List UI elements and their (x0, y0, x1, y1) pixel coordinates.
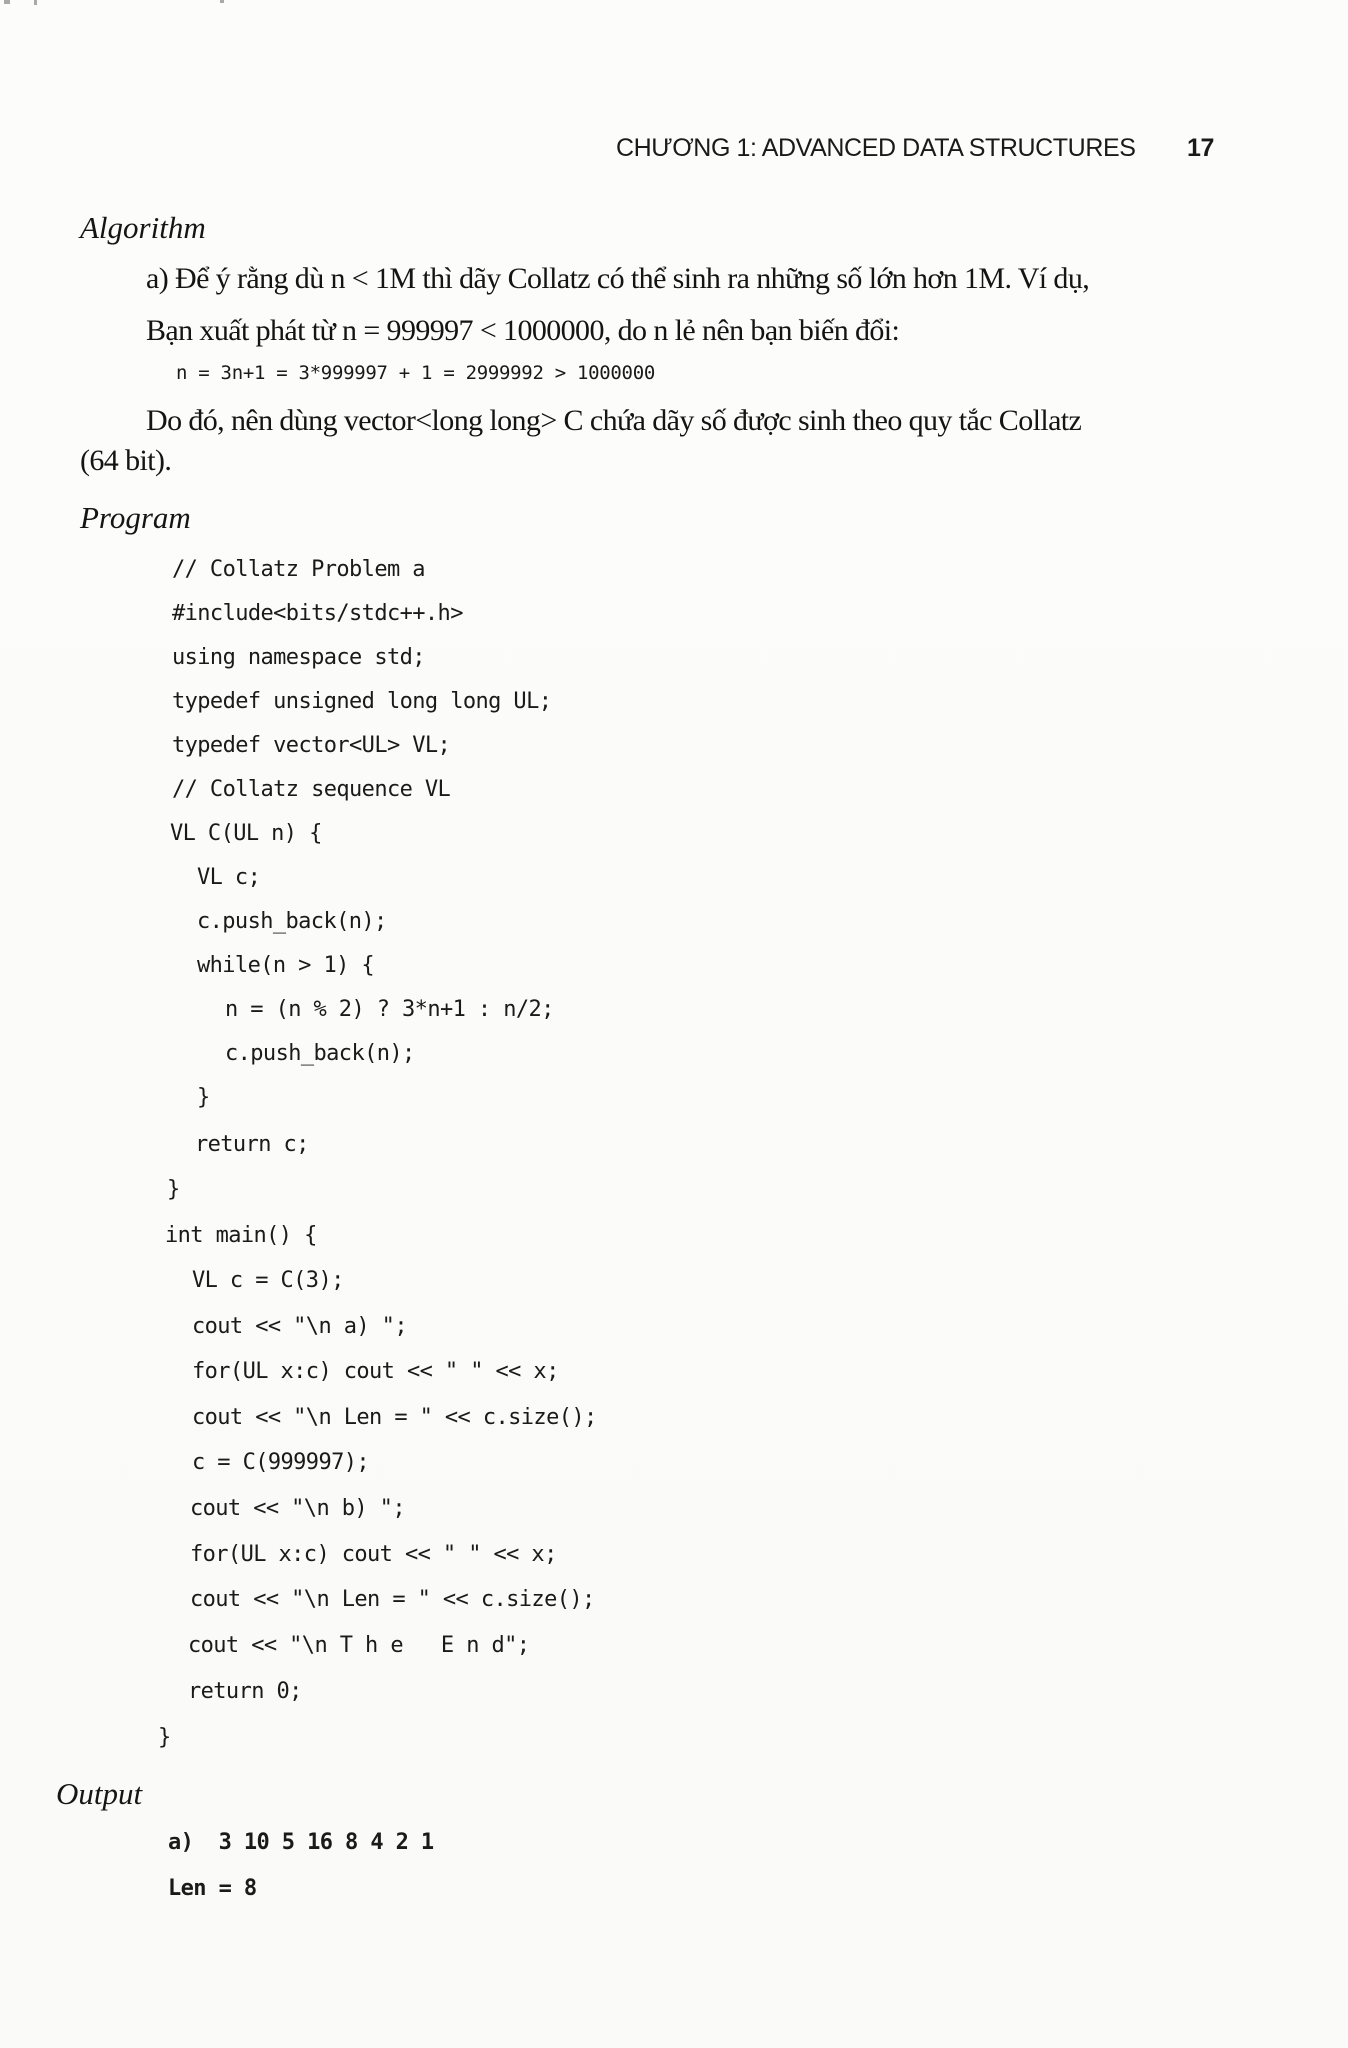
program-heading: Program (80, 500, 191, 535)
code-line: using namespace std; (172, 645, 425, 670)
code-line: typedef vector<UL> VL; (172, 733, 451, 758)
code-line: VL c; (197, 865, 261, 890)
code-line: cout << "\n a) "; (192, 1314, 407, 1339)
code-line: n = (n % 2) ? 3*n+1 : n/2; (225, 997, 554, 1022)
code-line: typedef unsigned long long UL; (172, 689, 552, 714)
algorithm-paragraph-line-3: Do đó, nên dùng vector<long long> C chứa dãy số được sinh theo quy tắc Collatz (146, 404, 1082, 437)
code-line: return c; (195, 1132, 309, 1157)
output-line: Len = 8 (168, 1876, 257, 1901)
code-line: VL C(UL n) { (170, 821, 322, 846)
output-line: a) 3 10 5 16 8 4 2 1 (168, 1830, 434, 1855)
code-line: // Collatz Problem a (172, 557, 425, 582)
code-line: c.push_back(n); (225, 1041, 415, 1066)
code-line: cout << "\n b) "; (190, 1496, 405, 1521)
algorithm-paragraph-line-4: (64 bit). (80, 444, 172, 477)
code-line: #include<bits/stdc++.h> (172, 601, 463, 626)
code-line: int main() { (165, 1223, 317, 1248)
output-heading: Output (56, 1776, 143, 1811)
code-line: for(UL x:c) cout << " " << x; (192, 1359, 559, 1384)
code-line: } (197, 1085, 210, 1110)
algorithm-paragraph-line-2: Bạn xuất phát từ n = 999997 < 1000000, do n lẻ nên bạn biến đổi: (146, 314, 900, 347)
code-line: // Collatz sequence VL (172, 777, 451, 802)
code-line: } (158, 1725, 171, 1750)
code-line: c.push_back(n); (197, 909, 387, 934)
code-line: while(n > 1) { (197, 953, 375, 978)
code-line: for(UL x:c) cout << " " << x; (190, 1542, 557, 1567)
code-line: VL c = C(3); (192, 1268, 344, 1293)
running-header (600, 130, 1220, 170)
code-line: cout << "\n Len = " << c.size(); (190, 1587, 595, 1612)
chapter-title: CHƯƠNG 1: ADVANCED DATA STRUCTURES (616, 134, 1136, 162)
scan-artifact (220, 0, 224, 3)
code-line: c = C(999997); (192, 1450, 370, 1475)
algorithm-paragraph-line-1: a) Để ý rằng dù n < 1M thì dãy Collatz có thể sinh ra những số lớn hơn 1M. Ví dụ, (146, 262, 1090, 295)
scan-artifact (34, 0, 37, 5)
code-line: cout << "\n Len = " << c.size(); (192, 1405, 597, 1430)
code-line: } (167, 1177, 180, 1202)
algorithm-heading: Algorithm (80, 210, 206, 245)
code-line: cout << "\n T h e E n d"; (188, 1633, 530, 1658)
scan-artifact (4, 0, 10, 4)
code-line: return 0; (188, 1679, 302, 1704)
collatz-formula: n = 3n+1 = 3*999997 + 1 = 2999992 > 1000000 (176, 362, 655, 384)
page-number: 17 (1186, 134, 1214, 162)
